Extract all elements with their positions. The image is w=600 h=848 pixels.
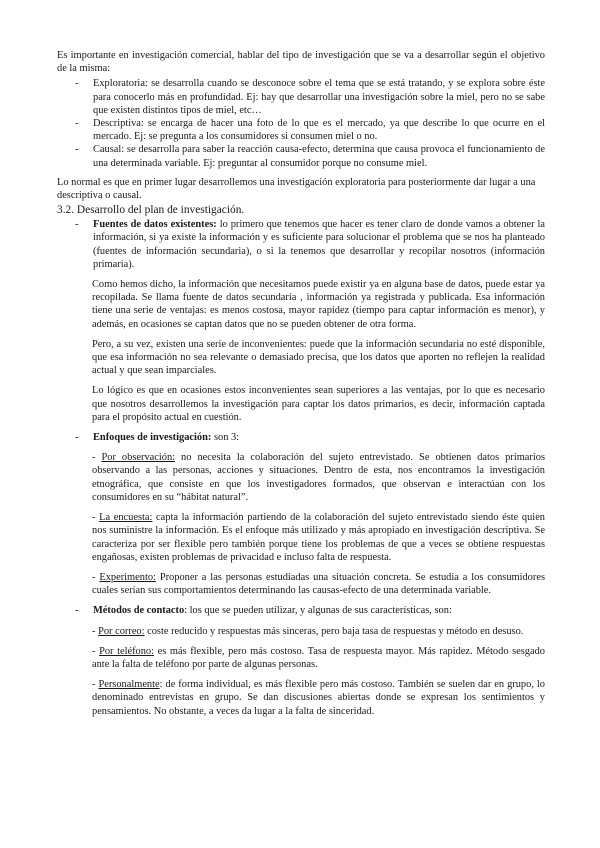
fuentes-item [75,218,545,271]
fuentes-label: Fuentes de datos existentes: [93,219,217,231]
correo-label: Por correo: [98,625,145,637]
list-dash: - [75,118,79,130]
type-exploratoria: Exploratoria: se desarrolla cuando se desconoce sobre el tema que se está tratando, y se explora sobre éste para conocerlo más en profundidad. Ej: hay que desarrollar una investigación sobre la miel, pero no se sabe que existen distintos tipos de miel, etc… [93,78,545,116]
research-types-list [57,77,545,169]
fuentes-paragraph-1: Como hemos dicho, la información que necesitamos puede existir ya en alguna base de datos, puede estar ya recopilada. Se llama fuente de datos secundaria , información ya registrada y publicada. Esa información tiene una serie de ventajas: es menos costosa, mayor rapidez (tiempo para captar información es menor), y además, en ocasiones se captan datos que no se pueden obtener de otra forma. [92,279,545,330]
list-dash: - [75,78,79,90]
section-heading: 3.2. Desarrollo del plan de investigación. [57,204,245,217]
fuentes-paragraph-2: Pero, a su vez, existen una serie de inconvenientes: puede que la información secundaria no esté disponible, que esa información no sea relevante o demasiado precisa, que los datos que aporten no reflejen la realidad actual y que sean imparciales. [92,338,545,377]
sub-dash: - [92,452,102,464]
encuesta-text: capta la información partiendo de la colaboración del sujeto entrevistado siendo éste quien nos suministre la información. Es el enfoque más utilizado y más apropiado en investigación descriptiva. Se caracteriza por ser flexible pero también porque tiene los problemas de que a veces se obtiene respuestas engañosas, existen problemas de privacidad e incluso falta de respuesta. [92,512,545,563]
list-dash: - [75,144,79,156]
metodos-text: : los que se pueden utilizar, y algunas de sus características, son: [184,605,452,617]
sub-dash: - [92,571,100,583]
list-dash: - [75,432,79,444]
list-dash: - [75,219,79,231]
list-item [75,143,545,169]
enfoque-encuesta [92,511,545,564]
telefono-label: Por teléfono: [99,645,155,657]
experimento-label: Experimento: [99,571,156,583]
normal-paragraph: Lo normal es que en primer lugar desarrollemos una investigación exploratoria para posteriormente dar lugar a una descriptiva o causal. [57,176,536,202]
observacion-text: no necesita la colaboración del sujeto entrevistado. Se obtienen datos primarios observando a las personas, acciones y situaciones. Dentro de esta, nos encontramos la investigación etnográfica, que consiste en que los investigadores formados, que observan e interactúan con los consumidores en su “hábitat natural”. [92,452,546,503]
sub-dash: - [92,512,100,524]
observacion-label: Por observación: [101,452,176,464]
type-causal: Causal: se desarrolla para saber la reacción causa-efecto, determina que causa provoca el funcionamiento de una determinada variable. Ej: preguntar al consumidor porque no consume miel. [93,144,545,169]
list-item [75,77,545,117]
experimento-text: Proponer a las personas estudiadas una situación concreta. Se estudia a los consumidores cuales serían sus comportamientos determinando las causas-efecto de una determinada variable. [92,571,545,597]
enfoques-label: Enfoques de investigación: [93,432,212,444]
fuentes-paragraph-3: Lo lógico es que en ocasiones estos inconvenientes sean superiores a las ventajas, por lo que es necesario que nosotros desarrollemos la investigación para captar los datos primarios, es decir, información captada para el propósito actual en cuestión. [92,385,545,423]
enfoques-item [75,431,545,444]
list-item [75,117,545,143]
personalmente-text: : de forma individual, es más flexible pero más costoso. También se suelen dar en grupo, lo denominado entrevistas en grupo. Se dan discusiones abiertas donde se expresan los sentimientos y pensamientos. No obstante, a veces da lugar a la falta de sinceridad. [92,679,545,717]
encuesta-label: La encuesta: [99,512,153,524]
metodo-correo [92,625,545,638]
metodos-item [75,604,545,617]
list-dash: - [75,605,79,617]
sub-dash: - [92,645,100,657]
intro-paragraph: Es importante en investigación comercial, hablar del tipo de investigación que se va a desarrollar según el objetivo de la misma: [57,50,545,75]
telefono-text: es más flexible, pero más costoso. Tasa de respuesta mayor. Más rapidez. Método sesgado ante la falta de teléfono por parte de algunas personas. [92,645,546,670]
enfoque-experimento [92,571,545,597]
fuentes-text: lo primero que tenemos que hacer es tener claro de donde vamos a obtener la información, si ya existe la información y es suficiente para solucionar el problema que se nos ha planteado (fuentes de información secundaria), o si la tenemos que desarrollar y recopilar nosotros (información primaria). [93,219,545,270]
enfoques-text: son 3: [211,432,240,444]
metodo-telefono [92,645,545,671]
metodos-label: Métodos de contacto [93,605,185,617]
document-page [57,49,545,718]
personalmente-label: Personalmente [98,679,160,691]
correo-text: coste reducido y respuestas más sinceras, pero baja tasa de respuestas y método en desuso. [144,625,524,637]
sub-dash: - [92,625,99,637]
sub-dash: - [92,679,99,691]
type-descriptiva: Descriptiva: se encarga de hacer una foto de lo que es el mercado, ya que describe lo que ocurre en el mercado. Ej: se pregunta a los consumidores si consumen miel o no. [93,118,545,143]
metodo-personalmente [92,678,545,718]
enfoque-observacion [92,451,545,504]
